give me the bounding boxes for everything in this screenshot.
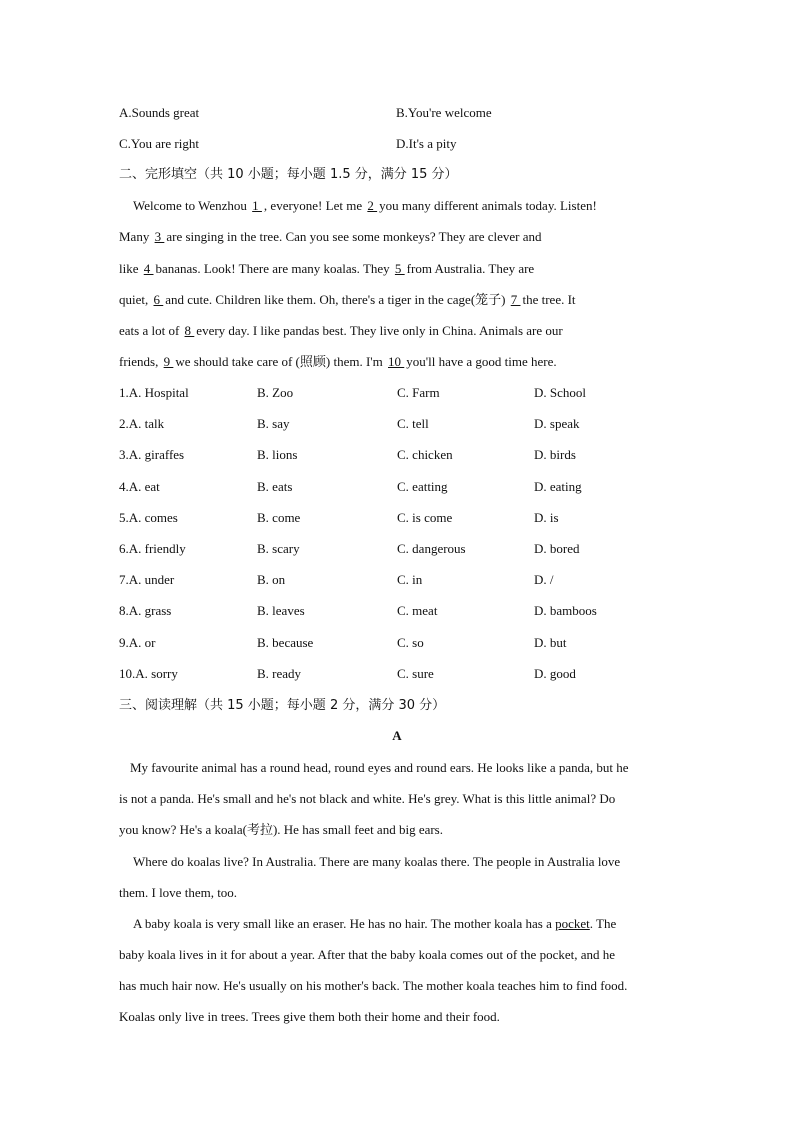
option-c: C.You are right [119, 136, 199, 151]
section-heading-cloze: 二、完形填空（共 10 小题；每小题 1.5 分，满分 15 分） [119, 167, 458, 182]
passage-text: every day. I like pandas best. They live only in China. Animals are our [196, 323, 563, 338]
passage-text: from Australia. They are [406, 261, 535, 276]
passage-text: friends, [119, 354, 162, 369]
question-7-option-b: B. on [257, 572, 286, 587]
reading-line: Where do koalas live? In Australia. There are many koalas there. The people in Australia love [133, 854, 621, 869]
question-2-option-d: D. speak [534, 416, 580, 431]
passage-text: Many [119, 229, 153, 244]
blank-7: 7 [510, 292, 521, 307]
question-5-option-b: B. come [257, 510, 301, 525]
passage-text: , everyone! Let me [263, 198, 366, 213]
reading-line: them. I love them, too. [119, 885, 238, 900]
blank-9: 9 [163, 354, 174, 369]
question-9-option-b: B. because [257, 635, 314, 650]
question-1-option-a: 1.A. Hospital [119, 385, 189, 400]
question-10-option-d: D. good [534, 666, 576, 681]
blank-8: 8 [184, 323, 195, 338]
question-10-option-b: B. ready [257, 666, 302, 681]
reading-line: has much hair now. He's usually on his mother's back. The mother koala teaches him to find food. [119, 978, 628, 993]
passage-text: bananas. Look! There are many koalas. They [155, 261, 393, 276]
underlined-word: pocket [555, 916, 590, 931]
question-1-option-d: D. School [534, 385, 586, 400]
reading-line: My favourite animal has a round head, round eyes and round ears. He looks like a panda, but he [130, 760, 629, 775]
question-5-option-a: 5.A. comes [119, 510, 178, 525]
passage-label: A [392, 728, 402, 743]
option-a: A.Sounds great [119, 105, 200, 120]
passage-text: and cute. Children like them. Oh, there's a tiger in the cage(笼子) [165, 292, 509, 307]
option-d: D.It's a pity [396, 136, 457, 151]
question-4-option-c: C. eatting [397, 479, 448, 494]
question-7-option-a: 7.A. under [119, 572, 175, 587]
blank-1: 1 [252, 198, 262, 213]
question-8-option-a: 8.A. grass [119, 603, 172, 618]
passage-text: like [119, 261, 142, 276]
passage-text: Welcome to Wenzhou [133, 198, 251, 213]
passage-text: the tree. It [522, 292, 576, 307]
question-10-option-c: C. sure [397, 666, 434, 681]
question-8-option-b: B. leaves [257, 603, 305, 618]
question-6-option-b: B. scary [257, 541, 300, 556]
passage-line [119, 353, 557, 371]
question-9-option-a: 9.A. or [119, 635, 156, 650]
question-8-option-d: D. bamboos [534, 603, 597, 618]
blank-2: 2 [367, 198, 378, 213]
reading-line [133, 915, 616, 933]
question-2-option-b: B. say [257, 416, 290, 431]
question-1-option-b: B. Zoo [257, 385, 294, 400]
reading-line: is not a panda. He's small and he's not black and white. He's grey. What is this little animal? Do [119, 791, 616, 806]
blank-6: 6 [153, 292, 164, 307]
question-6-option-c: C. dangerous [397, 541, 466, 556]
question-3-option-b: B. lions [257, 447, 298, 462]
reading-line: baby koala lives in it for about a year. After that the baby koala comes out of the pocket, and he [119, 947, 616, 962]
question-10-option-a: 10.A. sorry [119, 666, 178, 681]
question-2-option-a: 2.A. talk [119, 416, 165, 431]
passage-line [119, 260, 534, 278]
passage-text: you'll have a good time here. [406, 354, 557, 369]
reading-text: . The [589, 916, 617, 931]
blank-3: 3 [154, 229, 165, 244]
question-4-option-a: 4.A. eat [119, 479, 160, 494]
question-2-option-c: C. tell [397, 416, 429, 431]
passage-text: eats a lot of [119, 323, 183, 338]
question-4-option-d: D. eating [534, 479, 582, 494]
passage-text: you many different animals today. Listen! [379, 198, 597, 213]
question-5-option-d: D. is [534, 510, 559, 525]
question-9-option-d: D. but [534, 635, 567, 650]
question-6-option-a: 6.A. friendly [119, 541, 186, 556]
question-7-option-c: C. in [397, 572, 423, 587]
question-1-option-c: C. Farm [397, 385, 440, 400]
question-4-option-b: B. eats [257, 479, 293, 494]
question-8-option-c: C. meat [397, 603, 438, 618]
passage-line [119, 228, 542, 246]
question-6-option-d: D. bored [534, 541, 580, 556]
passage-line [119, 322, 563, 340]
blank-4: 4 [143, 261, 154, 276]
question-7-option-d: D. / [534, 572, 554, 587]
reading-line: Koalas only live in trees. Trees give them both their home and their food. [119, 1009, 500, 1024]
passage-text: quiet, [119, 292, 152, 307]
section-heading-reading: 三、阅读理解（共 15 小题；每小题 2 分，满分 30 分） [119, 698, 446, 713]
question-3-option-a: 3.A. giraffes [119, 447, 185, 462]
passage-text: are singing in the tree. Can you see some monkeys? They are clever and [166, 229, 542, 244]
passage-line [119, 291, 576, 309]
option-b: B.You're welcome [396, 105, 492, 120]
question-9-option-c: C. so [397, 635, 424, 650]
reading-line: you know? He's a koala(考拉). He has small feet and big ears. [119, 822, 443, 837]
question-5-option-c: C. is come [397, 510, 453, 525]
question-3-option-d: D. birds [534, 447, 576, 462]
passage-line [133, 197, 597, 215]
passage-text: we should take care of (照顾) them. I'm [175, 354, 386, 369]
reading-text: A baby koala is very small like an eraser. He has no hair. The mother koala has a [133, 916, 556, 931]
blank-10: 10 [388, 354, 405, 369]
blank-5: 5 [394, 261, 405, 276]
question-3-option-c: C. chicken [397, 447, 453, 462]
